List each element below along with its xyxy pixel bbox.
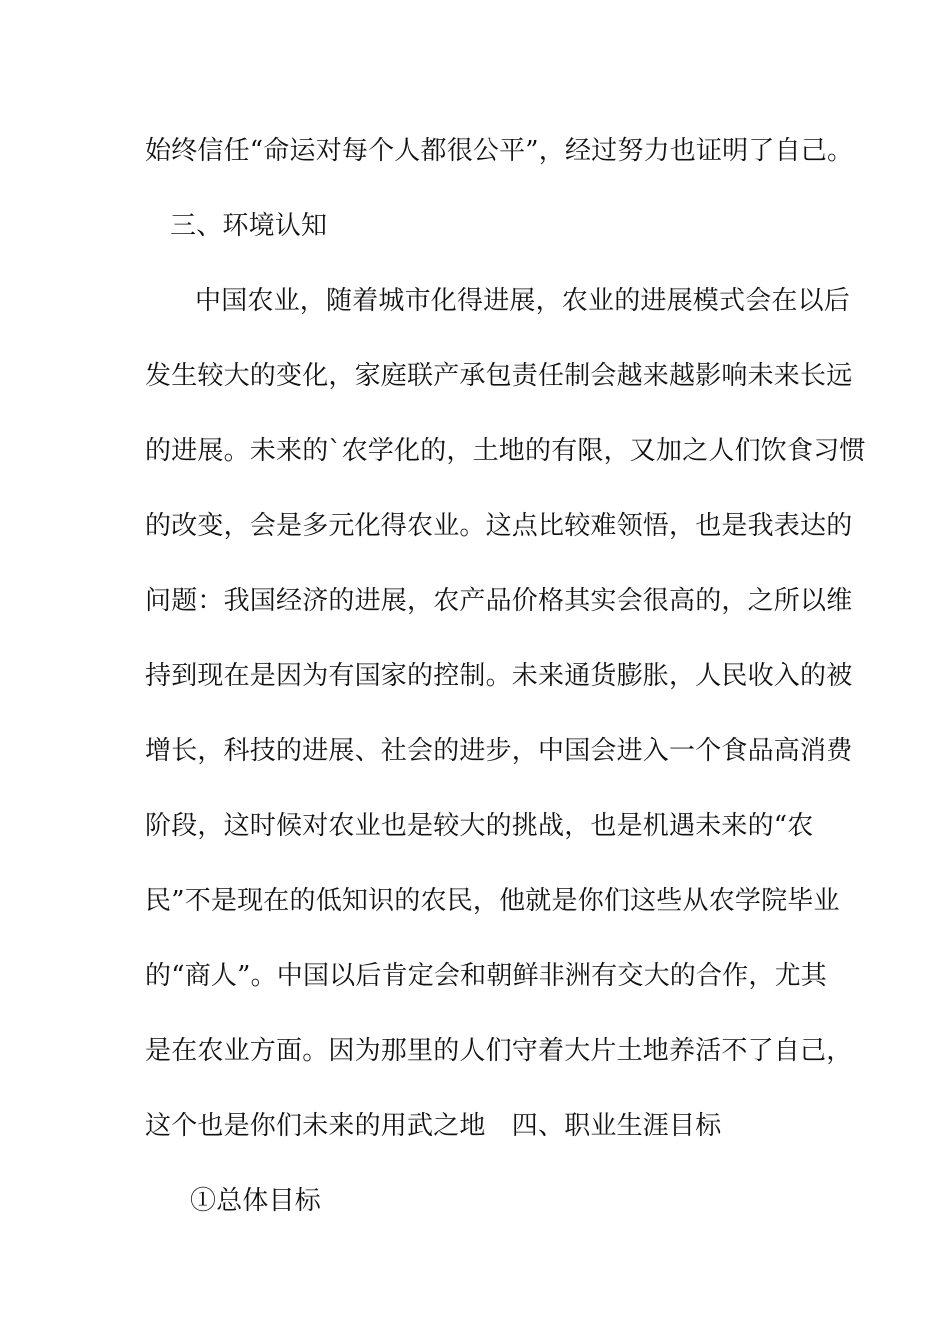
section-heading: 三、环境认知 xyxy=(170,211,328,241)
text-line: 增长，科技的进展、社会的进步，中国会进入一个食品高消费 xyxy=(145,736,853,766)
text-line: 的改变，会是多元化得农业。这点比较难领悟，也是我表达的 xyxy=(145,511,853,541)
paragraph-first-line: 中国农业，随着城市化得进展，农业的进展模式会在以后 xyxy=(195,286,851,316)
text-line: 民”不是现在的低知识的农民，他就是你们这些从农学院毕业 xyxy=(145,886,840,916)
text-line: 始终信任“命运对每个人都很公平”，经过努力也证明了自己。 xyxy=(145,136,854,166)
text-line-with-heading: 这个也是你们未来的用武之地 四、职业生涯目标 xyxy=(145,1111,722,1141)
text-line: 的“商人”。中国以后肯定会和朝鲜非洲有交大的合作，尤其 xyxy=(145,961,827,991)
text-line: 是在农业方面。因为那里的人们守着大片土地养活不了自己， xyxy=(145,1036,853,1066)
text-line: 持到现在是因为有国家的控制。未来通货膨胀，人民收入的被 xyxy=(145,661,853,691)
text-line: 阶段，这时候对农业也是较大的挑战，也是机遇未来的“农 xyxy=(145,811,814,841)
text-line: 的进展。未来的`农学化的，土地的有限，又加之人们饮食习惯 xyxy=(145,436,866,466)
text-line: 问题：我国经济的进展，农产品价格其实会很高的，之所以维 xyxy=(145,586,853,616)
text-line: 发生较大的变化，家庭联产承包责任制会越来越影响未来长远 xyxy=(145,361,853,391)
subsection-heading: ①总体目标 xyxy=(190,1186,322,1216)
